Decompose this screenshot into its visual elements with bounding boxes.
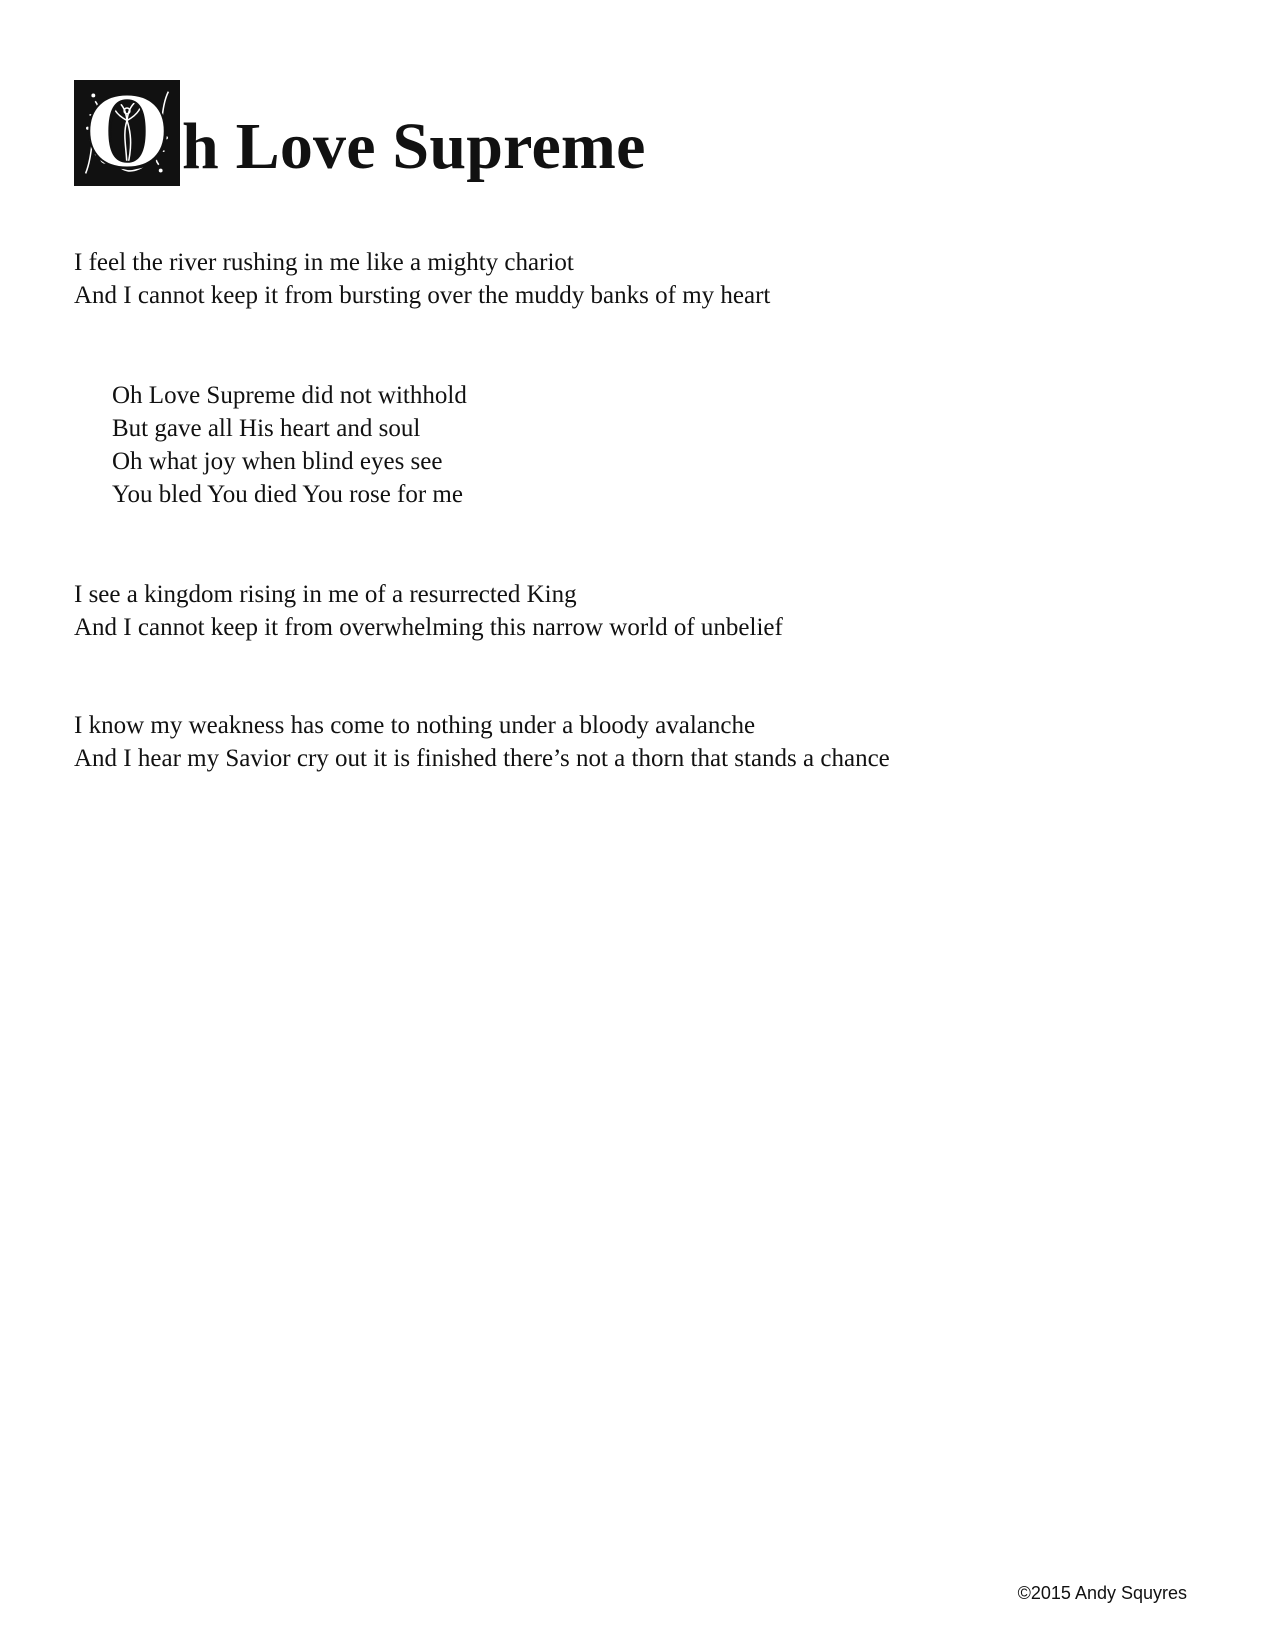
ornamental-dropcap (74, 76, 180, 189)
lyric-line: And I cannot keep it from overwhelming this narrow world of unbelief (74, 614, 783, 641)
lyric-line: But gave all His heart and soul (112, 415, 421, 442)
lyric-line: And I cannot keep it from bursting over the muddy banks of my heart (74, 282, 771, 309)
dropcap-letter: O (85, 76, 169, 189)
copyright-notice: ©2015 Andy Squyres (1017, 1583, 1187, 1603)
verse-2 (74, 578, 783, 644)
lyric-line: I know my weakness has come to nothing under a bloody avalanche (74, 712, 756, 739)
verse-3 (74, 709, 890, 775)
chorus (112, 379, 467, 511)
title-text: h Love Supreme (182, 110, 646, 183)
lyric-line: I see a kingdom rising in me of a resurrected King (74, 581, 577, 608)
verse-1 (74, 246, 770, 312)
lyric-line: And I hear my Savior cry out it is finished there’s not a thorn that stands a chance (74, 745, 890, 772)
lyric-line: I feel the river rushing in me like a mighty chariot (74, 249, 574, 276)
lyric-line: Oh what joy when blind eyes see (112, 448, 443, 475)
lyric-line: Oh Love Supreme did not withhold (112, 382, 467, 409)
lyric-line: You bled You died You rose for me (112, 481, 463, 508)
page-title (74, 74, 646, 189)
